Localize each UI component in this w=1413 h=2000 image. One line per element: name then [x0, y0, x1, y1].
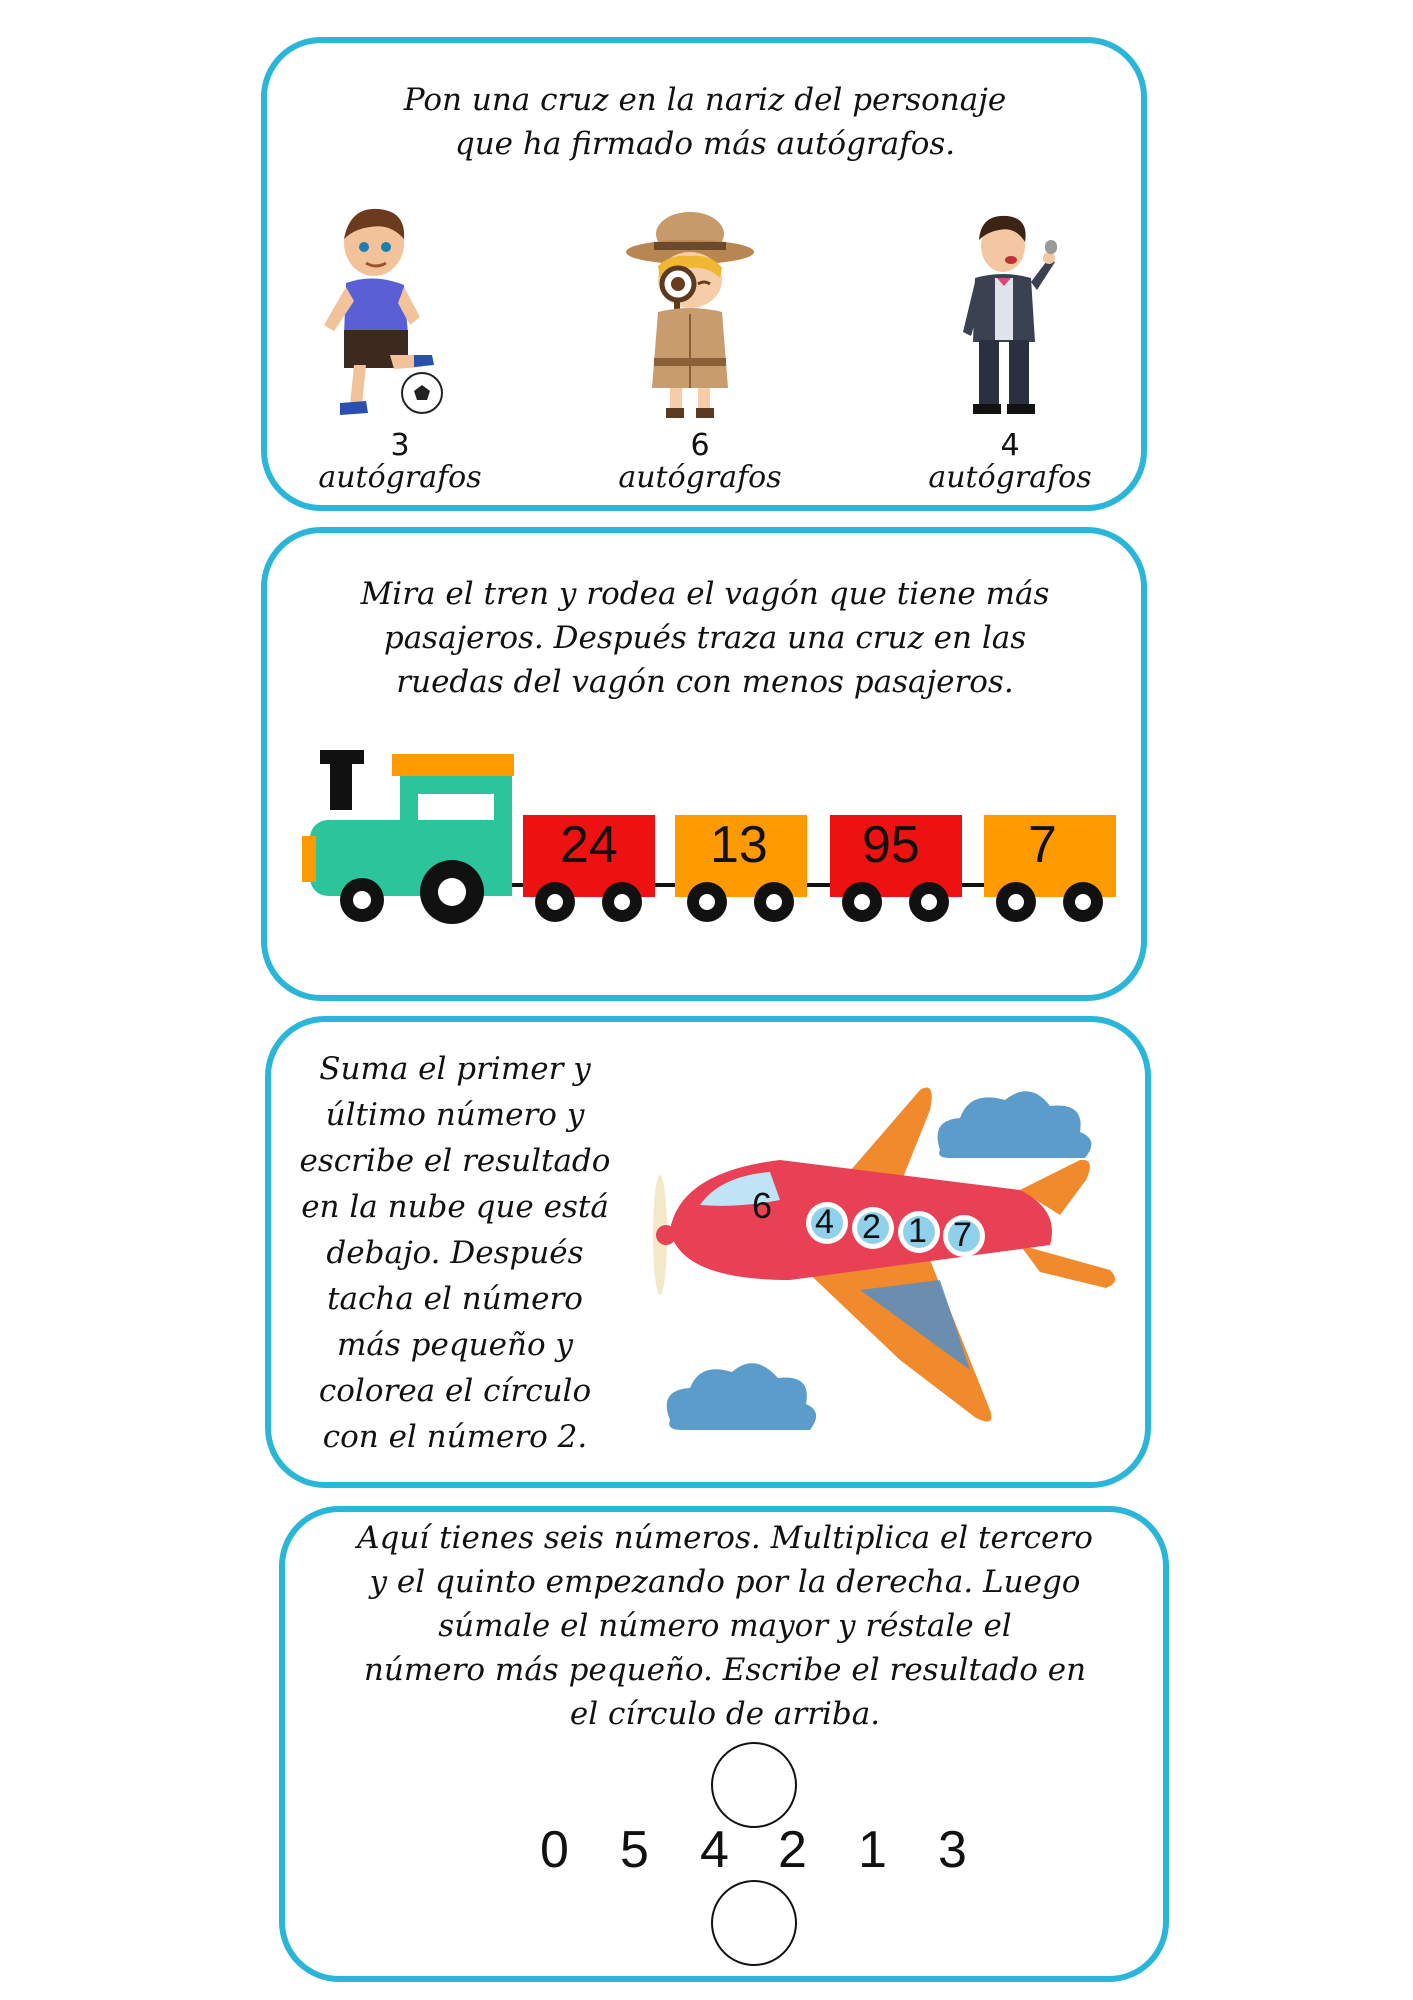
card-airplane-instructions	[285, 1046, 625, 1460]
sequence-number: 5	[620, 1821, 649, 1879]
instruction-line: pasajeros. Después traza una cruz en las	[383, 620, 1027, 656]
autograph-label: autógrafos	[318, 460, 482, 495]
detective-caption	[590, 430, 810, 494]
autograph-label: autógrafos	[618, 460, 782, 495]
answer-circle-top[interactable]	[711, 1742, 797, 1828]
singer-caption	[900, 430, 1120, 494]
instruction-line: Suma el primer y	[319, 1051, 591, 1087]
card-numbers-instructions	[320, 1516, 1130, 1736]
autograph-count: 3	[390, 428, 410, 463]
plane-window-number-1[interactable]: 4	[815, 1203, 834, 1241]
instruction-line: y el quinto empezando por la derecha. Luego	[369, 1564, 1081, 1600]
instruction-line: ruedas del vagón con menos pasajeros.	[396, 664, 1014, 700]
instruction-line: que ha firmado más autógrafos.	[454, 126, 956, 162]
airplane-illustration	[640, 1040, 1140, 1460]
wagon-2-number: 13	[710, 816, 768, 874]
wagon-1-number: 24	[560, 816, 618, 874]
instruction-line: Aquí tienes seis números. Multiplica el tercero	[357, 1520, 1093, 1556]
footballer-boy-figure[interactable]	[310, 205, 450, 420]
card-train-instructions	[300, 572, 1110, 704]
instruction-line: debajo. Después	[326, 1235, 584, 1271]
instruction-line: el círculo de arriba.	[569, 1696, 881, 1732]
wagon-3-number: 95	[862, 816, 920, 874]
plane-window-number-2[interactable]: 2	[862, 1208, 881, 1246]
wagon-4-number: 7	[1028, 816, 1057, 874]
autograph-count: 4	[1000, 428, 1020, 463]
instruction-line: Mira el tren y rodea el vagón que tiene más	[360, 576, 1050, 612]
plane-window-number-4[interactable]: 7	[953, 1216, 972, 1254]
autograph-label: autógrafos	[928, 460, 1092, 495]
cloud-top-icon[interactable]	[938, 1091, 1092, 1158]
instruction-line: con el número 2.	[322, 1419, 588, 1455]
instruction-line: súmale el número mayor y réstale el	[438, 1608, 1012, 1644]
sequence-number: 2	[778, 1821, 807, 1879]
instruction-line: en la nube que está	[301, 1189, 609, 1225]
sequence-number: 0	[540, 1821, 569, 1879]
autograph-count: 6	[690, 428, 710, 463]
card-autographs-instructions	[300, 78, 1110, 166]
instruction-line: número más pequeño. Escribe el resultado en	[363, 1652, 1087, 1688]
instruction-line: tacha el número	[327, 1281, 583, 1317]
footballer-caption	[290, 430, 510, 494]
sequence-number: 3	[938, 1821, 967, 1879]
cloud-bottom-icon[interactable]	[667, 1363, 816, 1430]
sequence-number: 4	[700, 1821, 729, 1879]
answer-circle-bottom[interactable]	[711, 1880, 797, 1966]
instruction-line: más pequeño y	[337, 1327, 573, 1363]
instruction-line: último número y	[325, 1097, 585, 1133]
singer-man-figure[interactable]	[945, 212, 1075, 422]
plane-window-number-3[interactable]: 1	[908, 1212, 927, 1250]
instruction-line: escribe el resultado	[299, 1143, 611, 1179]
cockpit-number: 6	[752, 1185, 773, 1226]
instruction-line: colorea el círculo	[318, 1373, 592, 1409]
sequence-number: 1	[858, 1821, 887, 1879]
detective-child-figure[interactable]	[620, 208, 760, 423]
instruction-line: Pon una cruz en la nariz del personaje	[403, 82, 1007, 118]
